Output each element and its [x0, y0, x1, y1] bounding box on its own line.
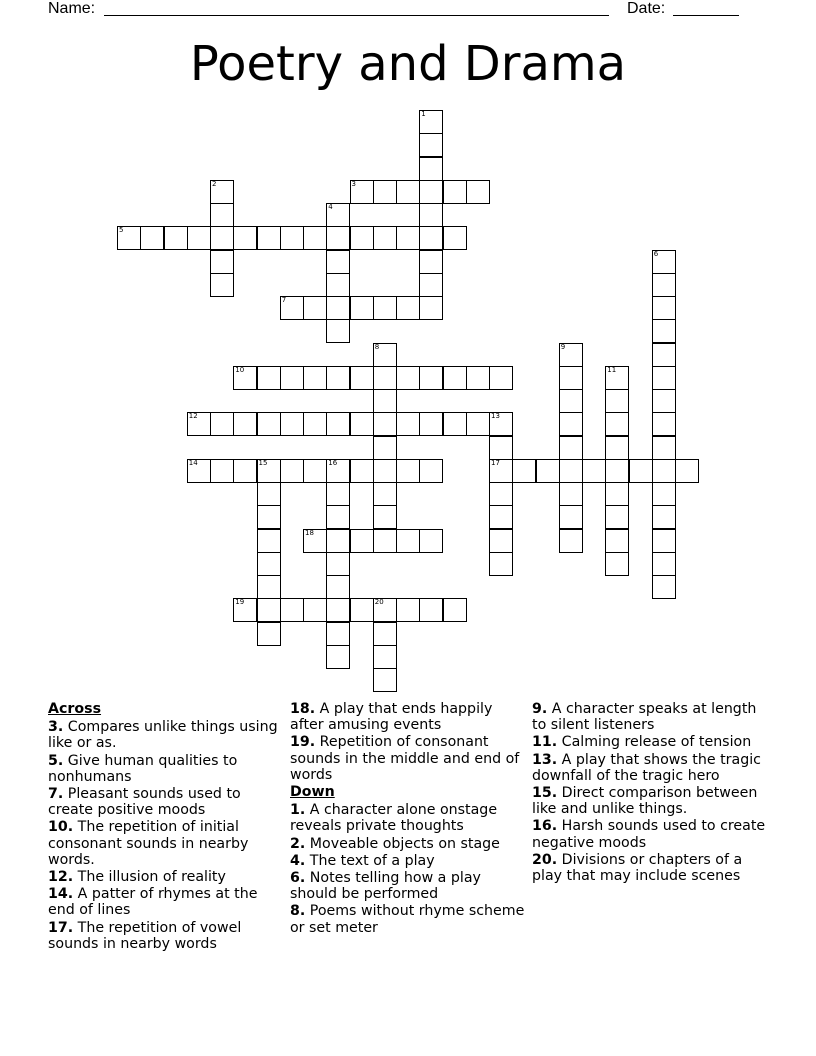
clue-number-11: 11 — [607, 365, 617, 374]
down-heading: Down — [290, 784, 335, 801]
crossword-cell[interactable] — [652, 296, 676, 320]
crossword-cell[interactable] — [326, 645, 350, 669]
crossword-cell[interactable] — [652, 459, 676, 483]
crossword-cell[interactable] — [605, 389, 629, 413]
crossword-cell[interactable] — [257, 622, 281, 646]
crossword-cell[interactable] — [512, 459, 536, 483]
crossword-cell[interactable] — [559, 482, 583, 506]
crossword-cell[interactable] — [210, 459, 234, 483]
clue-down-9: 9. A character speaks at length to silent listeners — [532, 701, 757, 734]
crossword-cell[interactable] — [605, 366, 629, 390]
clue-down-1: 1. A character alone onstage reveals private thoughts — [290, 802, 498, 835]
crossword-cell[interactable] — [326, 459, 350, 483]
crossword-cell[interactable] — [605, 505, 629, 529]
crossword-cell[interactable] — [652, 482, 676, 506]
crossword-cell[interactable] — [326, 552, 350, 576]
crossword-cell[interactable] — [443, 180, 467, 204]
clue-down-15: 15. Direct comparison between like and unlike things. — [532, 785, 758, 818]
crossword-cell[interactable] — [419, 459, 443, 483]
crossword-cell[interactable] — [350, 366, 374, 390]
crossword-cell[interactable] — [257, 482, 281, 506]
crossword-cell[interactable] — [605, 459, 629, 483]
crossword-cell[interactable] — [303, 459, 327, 483]
clue-number-6: 6 — [653, 249, 659, 258]
crossword-cell[interactable] — [605, 482, 629, 506]
crossword-cell[interactable] — [117, 226, 141, 250]
crossword-cell[interactable] — [652, 273, 676, 297]
crossword-cell[interactable] — [326, 412, 350, 436]
clues-column-2 — [290, 701, 528, 937]
crossword-cell[interactable] — [233, 366, 257, 390]
crossword-cell[interactable] — [257, 412, 281, 436]
crossword-cell[interactable] — [233, 226, 257, 250]
clue-down-20: 20. Divisions or chapters of a play that may include scenes — [532, 851, 743, 885]
crossword-cell[interactable] — [280, 412, 304, 436]
clue-number-20: 20 — [374, 598, 384, 607]
clue-across-5: 5. Give human qualities to nonhumans — [48, 752, 238, 785]
crossword-cell[interactable] — [210, 203, 234, 227]
crossword-cell[interactable] — [326, 273, 350, 297]
crossword-cell[interactable] — [605, 436, 629, 460]
clue-across-12: 12. The illusion of reality — [48, 869, 226, 886]
crossword-cell[interactable] — [373, 412, 397, 436]
crossword-cell[interactable] — [559, 389, 583, 413]
crossword-cell[interactable] — [210, 180, 234, 204]
crossword-cell[interactable] — [257, 505, 281, 529]
crossword-cell[interactable] — [489, 459, 513, 483]
crossword-cell[interactable] — [652, 552, 676, 576]
clue-number-1: 1 — [421, 110, 426, 118]
clue-down-4: 4. The text of a play — [290, 852, 435, 869]
crossword-cell[interactable] — [489, 505, 513, 529]
crossword-cell[interactable] — [280, 226, 304, 250]
crossword-cell[interactable] — [536, 459, 560, 483]
crossword-cell[interactable] — [675, 459, 699, 483]
crossword-cell[interactable] — [350, 296, 374, 320]
crossword-cell[interactable] — [210, 226, 234, 250]
crossword-cell[interactable] — [559, 436, 583, 460]
crossword-cell[interactable] — [419, 296, 443, 320]
clue-number-17: 17 — [491, 458, 500, 467]
crossword-cell[interactable] — [489, 366, 513, 390]
clue-number-9: 9 — [560, 342, 566, 351]
clue-down-16: 16. Harsh sounds used to create negative moods — [532, 818, 766, 851]
crossword-cell[interactable] — [466, 366, 490, 390]
crossword-cell[interactable] — [326, 366, 350, 390]
crossword-cell[interactable] — [652, 389, 676, 413]
clue-down-2: 2. Moveable objects on stage — [290, 835, 500, 852]
crossword-cell[interactable] — [303, 296, 327, 320]
crossword-cell[interactable] — [489, 412, 513, 436]
crossword-cell[interactable] — [559, 412, 583, 436]
clue-number-4: 4 — [328, 203, 333, 211]
clues-column-1 — [48, 701, 278, 953]
crossword-cell[interactable] — [210, 273, 234, 297]
crossword-cell[interactable] — [373, 343, 397, 367]
crossword-cell[interactable] — [326, 598, 350, 622]
crossword-cell[interactable] — [489, 552, 513, 576]
clue-number-14: 14 — [188, 458, 198, 467]
crossword-cell[interactable] — [233, 598, 257, 622]
crossword-cell[interactable] — [396, 529, 420, 553]
crossword-cell[interactable] — [164, 226, 188, 250]
crossword-cell[interactable] — [373, 459, 397, 483]
clue-across-18: 18. A play that ends happily after amusing events — [290, 701, 493, 734]
clues-column-3 — [532, 701, 772, 885]
crossword-cell[interactable] — [326, 250, 350, 274]
crossword-cell[interactable] — [652, 436, 676, 460]
crossword-cell[interactable] — [419, 226, 443, 250]
crossword-cell[interactable] — [280, 366, 304, 390]
crossword-cell[interactable] — [419, 203, 443, 227]
crossword-cell[interactable] — [257, 459, 281, 483]
crossword-cell[interactable] — [257, 529, 281, 553]
crossword-cell[interactable] — [187, 226, 211, 250]
crossword-cell[interactable] — [350, 412, 374, 436]
crossword-cell[interactable] — [373, 668, 397, 692]
crossword-cell[interactable] — [326, 226, 350, 250]
crossword-cell[interactable] — [303, 226, 327, 250]
crossword-cell[interactable] — [652, 505, 676, 529]
crossword-cell[interactable] — [373, 645, 397, 669]
crossword-cell[interactable] — [373, 389, 397, 413]
crossword-cell[interactable] — [396, 598, 420, 622]
clue-number-3: 3 — [351, 179, 356, 188]
crossword-cell[interactable] — [489, 436, 513, 460]
crossword-cell[interactable] — [257, 575, 281, 599]
crossword-cell[interactable] — [419, 180, 443, 204]
crossword-cell[interactable] — [396, 226, 420, 250]
crossword-cell[interactable] — [373, 505, 397, 529]
crossword-cell[interactable] — [396, 180, 420, 204]
crossword-cell[interactable] — [373, 296, 397, 320]
crossword-cell[interactable] — [373, 226, 397, 250]
crossword-cell[interactable] — [233, 459, 257, 483]
crossword-cell[interactable] — [419, 133, 443, 157]
crossword-cell[interactable] — [373, 436, 397, 460]
crossword-cell[interactable] — [326, 575, 350, 599]
clue-across-19: 19. Repetition of consonant sounds in the middle and end of words — [290, 734, 520, 783]
crossword-cell[interactable] — [419, 110, 443, 134]
crossword-cell[interactable] — [326, 319, 350, 343]
crossword-cell[interactable] — [233, 412, 257, 436]
crossword-cell[interactable] — [652, 366, 676, 390]
crossword-cell[interactable] — [326, 296, 350, 320]
clue-down-8: 8. Poems without rhyme scheme or set meter — [290, 903, 525, 936]
clue-number-19: 19 — [235, 598, 245, 607]
crossword-cell[interactable] — [350, 226, 374, 250]
crossword-cell[interactable] — [652, 250, 676, 274]
crossword-cell[interactable] — [419, 366, 443, 390]
crossword-cell[interactable] — [326, 529, 350, 553]
crossword-cell[interactable] — [373, 598, 397, 622]
crossword-cell[interactable] — [559, 459, 583, 483]
crossword-cell[interactable] — [559, 366, 583, 390]
clue-number-10: 10 — [235, 365, 245, 374]
crossword-cell[interactable] — [326, 203, 350, 227]
crossword-cell[interactable] — [443, 412, 467, 436]
crossword-cell[interactable] — [210, 250, 234, 274]
crossword-cell[interactable] — [489, 529, 513, 553]
crossword-cell[interactable] — [350, 598, 374, 622]
clue-across-17: 17. The repetition of vowel sounds in nearby words — [48, 919, 242, 952]
crossword-cell[interactable] — [396, 296, 420, 320]
clue-across-10: 10. The repetition of initial consonant sounds in nearby words. — [48, 819, 249, 868]
crossword-cell[interactable] — [373, 622, 397, 646]
clue-number-15: 15 — [258, 458, 268, 467]
crossword-cell[interactable] — [303, 529, 327, 553]
across-heading: Across — [48, 701, 102, 717]
crossword-cell[interactable] — [652, 343, 676, 367]
crossword-cell[interactable] — [326, 505, 350, 529]
crossword-cell[interactable] — [280, 598, 304, 622]
crossword-cell[interactable] — [373, 529, 397, 553]
crossword-cell[interactable] — [257, 366, 281, 390]
crossword-cell[interactable] — [396, 412, 420, 436]
crossword-cell[interactable] — [257, 598, 281, 622]
clue-across-14: 14. A patter of rhymes at the end of lines — [48, 886, 258, 919]
crossword-cell[interactable] — [350, 180, 374, 204]
crossword-cell[interactable] — [419, 598, 443, 622]
clue-number-5: 5 — [119, 226, 124, 235]
crossword-cell[interactable] — [466, 180, 490, 204]
crossword-cell[interactable] — [326, 482, 350, 506]
crossword-cell[interactable] — [629, 459, 653, 483]
name-label: Name: — [48, 0, 96, 17]
crossword-cell[interactable] — [373, 366, 397, 390]
crossword-cell[interactable] — [652, 319, 676, 343]
clue-down-13: 13. A play that shows the tragic downfall of the tragic hero — [532, 751, 761, 784]
crossword-cell[interactable] — [373, 180, 397, 204]
crossword-cell[interactable] — [652, 575, 676, 599]
clue-number-2: 2 — [212, 179, 217, 188]
crossword-cell[interactable] — [280, 296, 304, 320]
clue-number-7: 7 — [281, 296, 287, 304]
crossword-cell[interactable] — [303, 366, 327, 390]
clue-across-7: 7. Pleasant sounds used to create positive moods — [48, 786, 241, 819]
crossword-cell[interactable] — [373, 482, 397, 506]
crossword-cell[interactable] — [350, 459, 374, 483]
crossword-cell[interactable] — [559, 343, 583, 367]
crossword-cell[interactable] — [187, 459, 211, 483]
crossword-cell[interactable] — [443, 598, 467, 622]
crossword-cell[interactable] — [210, 412, 234, 436]
crossword-cell[interactable] — [443, 226, 467, 250]
crossword-cell[interactable] — [257, 226, 281, 250]
crossword-cell[interactable] — [605, 412, 629, 436]
crossword-cell[interactable] — [419, 412, 443, 436]
clue-number-8: 8 — [374, 342, 380, 351]
crossword-cell[interactable] — [303, 412, 327, 436]
crossword-cell[interactable] — [419, 529, 443, 553]
crossword-cell[interactable] — [419, 250, 443, 274]
crossword-cell[interactable] — [187, 412, 211, 436]
crossword-cell[interactable] — [466, 412, 490, 436]
page-title: Poetry and Drama — [189, 36, 627, 92]
crossword-cell[interactable] — [559, 529, 583, 553]
clue-down-11: 11. Calming release of tension — [532, 734, 752, 751]
crossword-cell[interactable] — [257, 552, 281, 576]
clue-down-6: 6. Notes telling how a play should be performed — [290, 870, 481, 903]
crossword-cell[interactable] — [559, 505, 583, 529]
crossword-cell[interactable] — [652, 412, 676, 436]
crossword-cell[interactable] — [443, 366, 467, 390]
crossword-cell[interactable] — [350, 529, 374, 553]
clue-number-18: 18 — [305, 528, 314, 537]
crossword-cell[interactable] — [419, 157, 443, 181]
crossword-cell[interactable] — [140, 226, 164, 250]
crossword-cell[interactable] — [652, 529, 676, 553]
crossword-cell[interactable] — [489, 482, 513, 506]
crossword-cell[interactable] — [419, 273, 443, 297]
crossword-cell[interactable] — [582, 459, 606, 483]
clue-number-16: 16 — [328, 458, 338, 467]
clue-number-12: 12 — [188, 412, 198, 421]
crossword-cell[interactable] — [303, 598, 327, 622]
crossword-cell[interactable] — [326, 622, 350, 646]
crossword-cell[interactable] — [605, 552, 629, 576]
clue-number-13: 13 — [491, 412, 500, 421]
date-label: Date: — [627, 0, 666, 17]
clue-across-3: 3. Compares unlike things using like or as. — [48, 719, 278, 752]
crossword-cell[interactable] — [280, 459, 304, 483]
crossword-cell[interactable] — [396, 459, 420, 483]
crossword-cell[interactable] — [605, 529, 629, 553]
crossword-cell[interactable] — [396, 366, 420, 390]
